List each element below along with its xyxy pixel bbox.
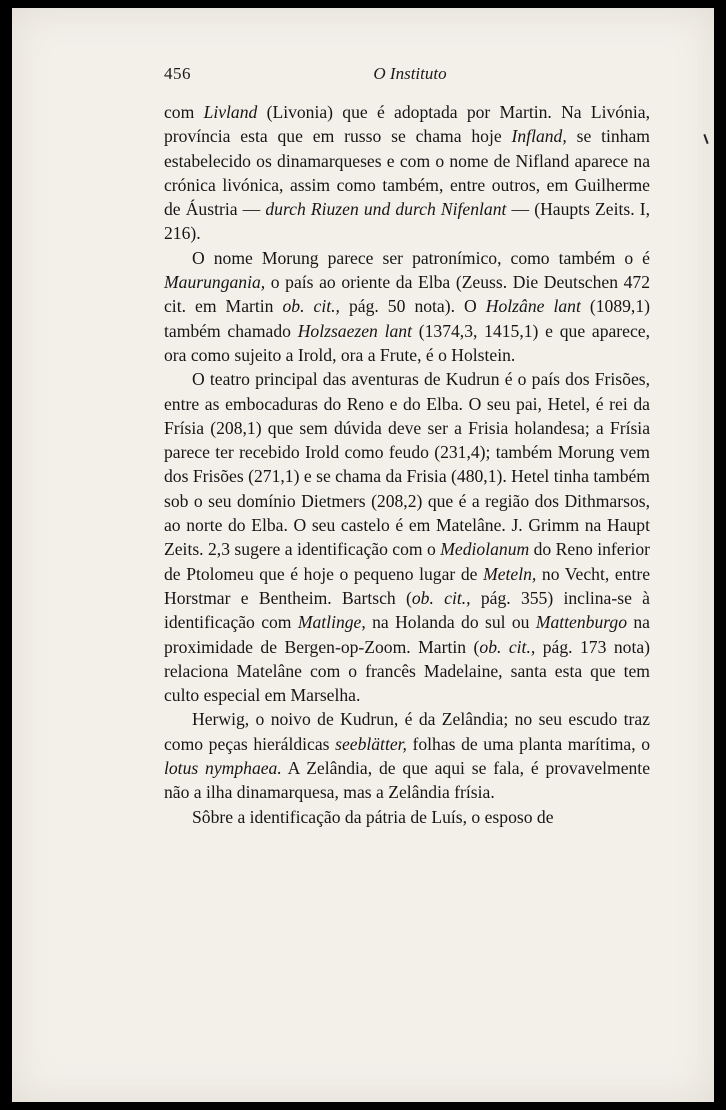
text-run: folhas de uma planta marítima, o	[406, 733, 650, 754]
text-run: (Livonia) que é adoptada por Martin. Na Livónia, província esta que em russo se chama hoje	[164, 102, 650, 147]
paragraph	[164, 100, 650, 246]
paragraph	[164, 246, 650, 367]
italic-run: Livland	[203, 102, 258, 122]
page-number: 456	[164, 64, 191, 83]
italic-run: Infland,	[511, 126, 567, 147]
scan-mark	[703, 134, 708, 144]
text-run: Sôbre a identificação da pátria de Luís, o esposo de	[192, 806, 554, 827]
italic-run: ob. cit.,	[282, 296, 340, 317]
text-run: pág. 355) inclina-se à identificação com	[164, 587, 650, 633]
italic-run: Mattenburgo	[535, 612, 628, 633]
italic-run: Holzsaezen lant	[297, 320, 412, 341]
text-run: pág. 173 nota) relaciona Matelâne com o francês Madelaine, santa esta que tem culto especial em Marselha.	[164, 636, 651, 706]
book-page	[12, 8, 714, 1102]
paragraph	[164, 367, 650, 707]
text-run: Herwig, o noivo de Kudrun, é da Zelândia; no seu escudo traz como peças hieráldicas	[164, 709, 650, 754]
text-run: no Vecht, entre Horstmar e Bentheim. Bartsch (	[164, 563, 651, 608]
italic-run: Meteln,	[483, 563, 537, 584]
italic-run: ob. cit.,	[411, 587, 471, 608]
italic-run: Mediolanum	[440, 539, 530, 560]
italic-run: ob. cit.,	[479, 636, 536, 657]
text-run: O teatro principal das aventuras de Kudrun é o país dos Frisões, entre as embocaduras do Reno e do Elba. O seu pai, Hetel, é rei da Frísia (208,1) que sem dúvida deve ser a Frisia holandesa; a Frísia parece ter recebido Irold como feudo (231,4); também Morung vem dos Frisões (271,1) e se chama da Frisia (480,1). Hetel tinha também sob o seu domínio Dietmers (208,2) que é a região dos Dithmarsos, ao norte do Elba. O seu castelo é em Matelâne. J. Grimm na Haupt Zeits. 2,3 sugere a identificação com o	[164, 369, 650, 560]
italic-run: seeblätter,	[335, 733, 407, 754]
italic-run: Maurungania,	[164, 272, 266, 293]
text-run: na Holanda do sul ou	[365, 612, 536, 633]
text-run: na proximidade de Bergen-op-Zoom. Martin (	[164, 612, 650, 657]
paragraph	[164, 707, 650, 804]
text-run: com	[164, 102, 204, 122]
italic-run: Matlinge,	[297, 612, 366, 633]
text-run: O nome Morung parece ser patronímico, como também o é	[192, 247, 650, 268]
italic-run: durch Riuzen und durch Nifenlant	[265, 199, 507, 220]
text-run: (1374,3, 1415,1) e que aparece, ora como sujeito a Irold, ora a Frute, é o Holstein.	[164, 320, 650, 365]
paragraph	[164, 805, 650, 829]
italic-run: lotus nymphaea.	[164, 758, 282, 779]
text-run: — (Haupts Zeits. I, 216).	[164, 199, 650, 244]
text-run: (1089,1) também chamado	[164, 296, 650, 341]
running-title: O Instituto	[373, 64, 447, 83]
text-run: A Zelândia, de que aqui se fala, é provavelmente não a ilha dinamarquesa, mas a Zelândia frísia.	[164, 758, 651, 803]
text-run: o país ao oriente da Elba (Zeuss. Die Deutschen 472 cit. em Martin	[164, 272, 650, 317]
body-text	[164, 100, 650, 829]
text-run: se tinham estabelecido os dinamarqueses e com o nome de Nifland aparece na crónica livónica, assim como também, entre outros, em Guilherme de Áustria —	[164, 126, 650, 220]
text-run: do Reno inferior de Ptolomeu que é hoje o pequeno lugar de	[164, 539, 650, 584]
italic-run: Holzâne lant	[485, 296, 581, 317]
page-header	[164, 64, 656, 88]
text-run: pág. 50 nota). O	[339, 296, 486, 317]
